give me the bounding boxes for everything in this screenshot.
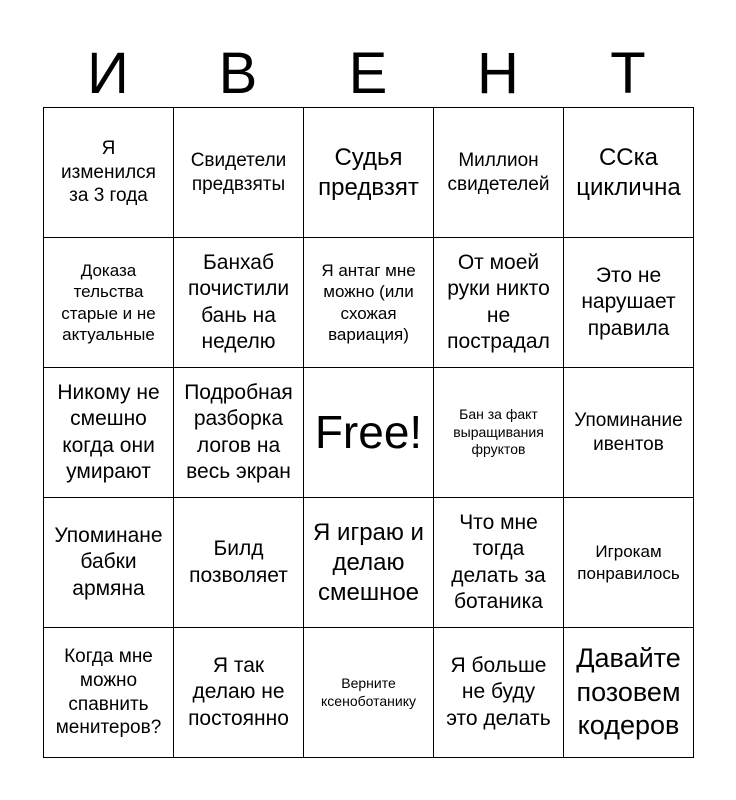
cell-text: Это не нарушает правила	[581, 264, 676, 340]
cell-text: Что мне тогда делать за ботаника	[451, 511, 546, 613]
cell-text: Подробная разборка логов на весь экран	[184, 381, 293, 483]
bingo-cell[interactable]	[564, 628, 694, 758]
cell-text: Свидетели предвзяты	[190, 149, 287, 195]
cell-text: Миллион свидетелей	[447, 149, 550, 195]
bingo-cell[interactable]	[44, 628, 174, 758]
bingo-cell[interactable]	[174, 108, 304, 238]
bingo-cell[interactable]	[434, 238, 564, 368]
cell-text: Я больше не буду это делать	[446, 654, 551, 730]
bingo-cell[interactable]	[434, 498, 564, 628]
bingo-cell[interactable]	[304, 628, 434, 758]
header-letter-3: Е	[348, 41, 388, 106]
cell-text: ССка циклична	[576, 143, 681, 201]
bingo-cell-free[interactable]	[304, 368, 434, 498]
cell-text: Никому не смешно когда они умирают	[57, 381, 160, 483]
cell-text: Упоминание ивентов	[574, 409, 683, 455]
cell-text: Банхаб почистили бань на неделю	[187, 251, 290, 353]
bingo-cell[interactable]	[564, 238, 694, 368]
header-letter-1: И	[87, 41, 129, 106]
header-letter-5: Т	[610, 41, 646, 106]
bingo-cell[interactable]	[174, 498, 304, 628]
bingo-cell[interactable]	[434, 108, 564, 238]
cell-text: Давайте позовем кодеров	[576, 642, 681, 741]
bingo-cell[interactable]	[304, 238, 434, 368]
cell-text: Я играю и делаю смешное	[313, 518, 424, 606]
cell-text: От моей руки никто не пострадал	[447, 251, 550, 353]
bingo-cell[interactable]	[174, 368, 304, 498]
bingo-cell[interactable]	[174, 238, 304, 368]
bingo-header	[43, 40, 693, 108]
cell-text: Я антаг мне можно (или схожая вариация)	[321, 261, 416, 344]
bingo-cell[interactable]	[564, 498, 694, 628]
cell-text: Упоминане бабки армяна	[54, 524, 163, 600]
bingo-cell[interactable]	[304, 108, 434, 238]
header-letter-2: В	[218, 41, 258, 106]
cell-text: Когда мне можно спавнить менитеров?	[55, 646, 162, 739]
cell-text: Я так делаю не постоянно	[188, 654, 289, 730]
cell-text: Игрокам понравилось	[577, 542, 680, 583]
cell-text: Верните ксеноботанику	[321, 675, 416, 709]
cell-text: Доказа тельства старые и не актуальные	[61, 261, 156, 344]
cell-text: Билд позволяет	[189, 537, 288, 587]
header-letter-4: Н	[477, 41, 519, 106]
bingo-cell[interactable]	[304, 498, 434, 628]
bingo-cell[interactable]	[564, 368, 694, 498]
free-space-label: Free!	[314, 405, 423, 458]
bingo-cell[interactable]	[174, 628, 304, 758]
bingo-cell[interactable]	[434, 628, 564, 758]
bingo-cell[interactable]	[44, 108, 174, 238]
cell-text: Я изменился за 3 года	[61, 137, 156, 207]
cell-text: Бан за факт выращивания фруктов	[453, 406, 544, 458]
bingo-cell[interactable]	[564, 108, 694, 238]
bingo-cell[interactable]	[44, 498, 174, 628]
bingo-cell[interactable]	[44, 368, 174, 498]
cell-text: Судья предвзят	[318, 143, 419, 201]
bingo-cell[interactable]	[44, 238, 174, 368]
bingo-board	[43, 107, 694, 758]
bingo-cell[interactable]	[434, 368, 564, 498]
